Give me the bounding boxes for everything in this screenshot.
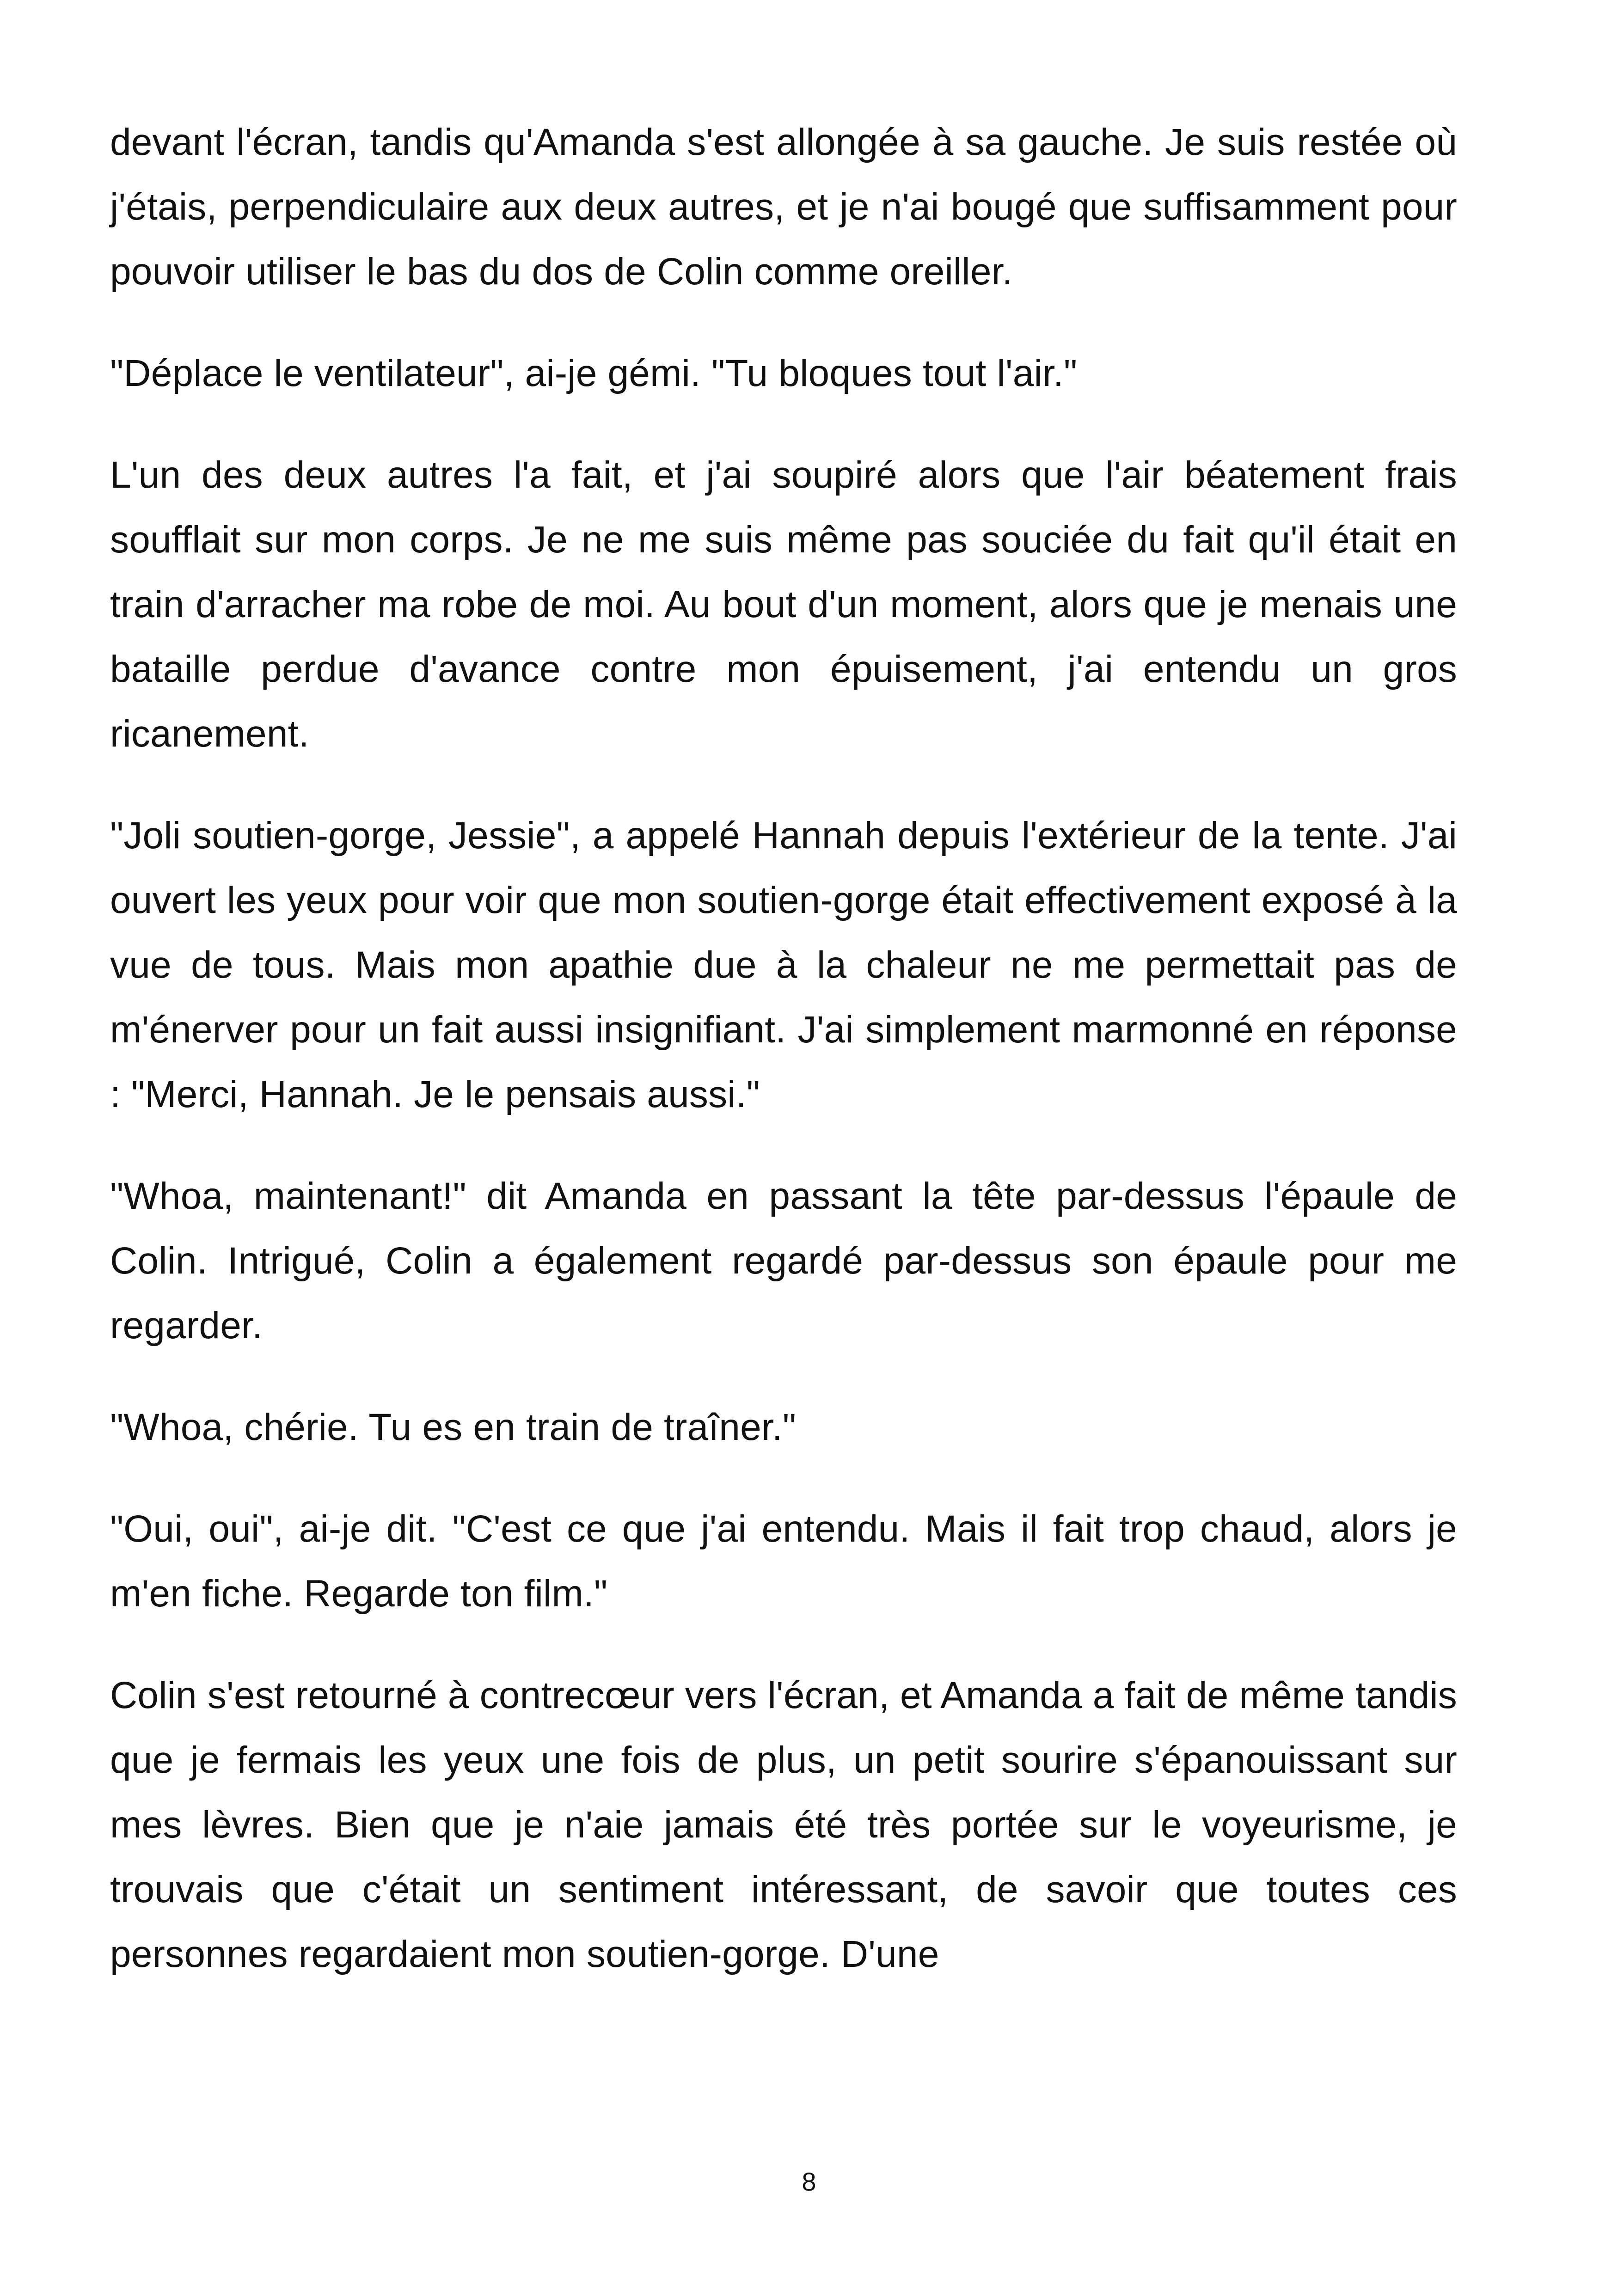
page-number: 8 xyxy=(802,2167,816,2196)
body-text xyxy=(110,110,1457,2024)
paragraph: devant l'écran, tandis qu'Amanda s'est allongée à sa gauche. Je suis restée où j'étais, perpendiculaire aux deux autres, et je n'ai bougé que suffisamment pour pouvoir utiliser le bas du dos de Colin comme oreiller. xyxy=(110,121,1457,293)
paragraph: Colin s'est retourné à contrecœur vers l'écran, et Amanda a fait de même tandis que je fermais les yeux une fois de plus, un petit sourire s'épanouissant sur mes lèvres. Bien que je n'aie jamais été très portée sur le voyeurisme, je trouvais que c'était un sentiment intéressant, de savoir que toutes ces personnes regardaient mon soutien-gorge. D'une xyxy=(110,1674,1457,1975)
paragraph: L'un des deux autres l'a fait, et j'ai soupiré alors que l'air béatement frais soufflait sur mon corps. Je ne me suis même pas souciée du fait qu'il était en train d'arracher ma robe de moi. Au bout d'un moment, alors que je menais une bataille perdue d'avance contre mon épuisement, j'ai entendu un gros ricanement. xyxy=(110,454,1457,755)
paragraph: "Joli soutien-gorge, Jessie", a appelé Hannah depuis l'extérieur de la tente. J'ai ouvert les yeux pour voir que mon soutien-gorge était effectivement exposé à la vue de tous. Mais mon apathie due à la chaleur ne me permettait pas de m'énerver pour un fait aussi insignifiant. J'ai simplement marmonné en réponse : "Merci, Hannah. Je le pensais aussi." xyxy=(110,814,1457,1115)
paragraph: "Oui, oui", ai-je dit. "C'est ce que j'ai entendu. Mais il fait trop chaud, alors je m'en fiche. Regarde ton film." xyxy=(110,1508,1457,1615)
paragraph: "Whoa, maintenant!" dit Amanda en passant la tête par-dessus l'épaule de Colin. Intrigué, Colin a également regardé par-dessus son épaule pour me regarder. xyxy=(110,1175,1457,1347)
paragraph: "Déplace le ventilateur", ai-je gémi. "Tu bloques tout l'air." xyxy=(110,352,1078,394)
paragraph: "Whoa, chérie. Tu es en train de traîner." xyxy=(110,1406,797,1448)
